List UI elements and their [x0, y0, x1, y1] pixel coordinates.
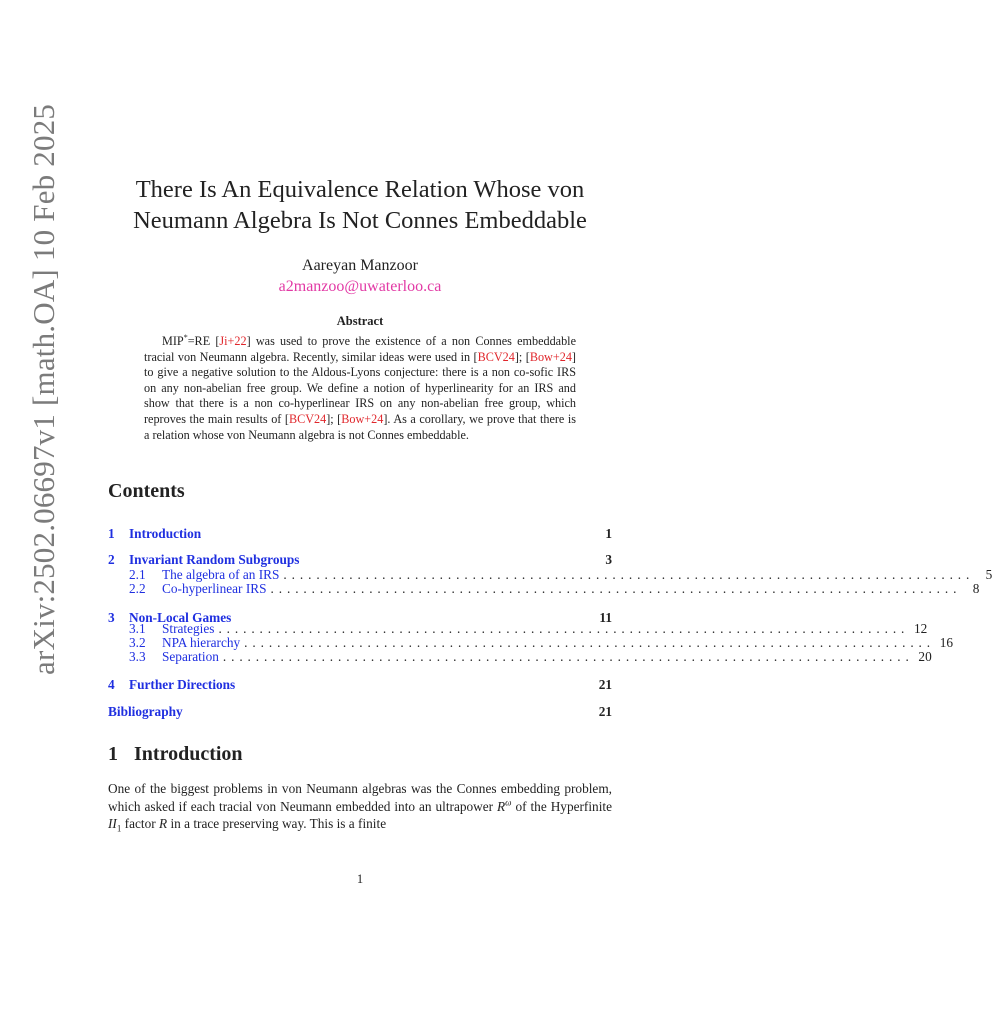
- abstract-fragment: ]; [: [326, 411, 342, 426]
- toc-entry-number: 1: [108, 526, 115, 541]
- toc-leader-dots: ....................................................................................: [283, 567, 975, 582]
- contents-heading: Contents: [108, 480, 185, 502]
- toc-entry-number: 2.2: [129, 581, 146, 596]
- toc-entry-page: 3: [605, 552, 612, 567]
- toc-entry-label[interactable]: Introduction: [129, 526, 202, 541]
- toc-entry-page: 21: [598, 704, 612, 719]
- toc-entry-number: 3.3: [129, 649, 146, 664]
- toc-entry-page: 20: [918, 649, 932, 664]
- page-number: 1: [356, 872, 364, 886]
- toc-entry-npa-hierarchy[interactable]: [108, 635, 954, 650]
- toc-entry-number: 3.2: [129, 635, 146, 650]
- abstract-fragment: =RE [: [187, 334, 220, 348]
- toc-entry-strategies[interactable]: [108, 621, 928, 636]
- toc-entry-page: 5: [985, 567, 992, 582]
- body-fragment: of the Hyperfinite: [511, 798, 612, 814]
- toc-entry-label[interactable]: Non-Local Games: [129, 610, 232, 625]
- toc-entry-introduction[interactable]: [108, 526, 612, 541]
- abstract-fragment: ] was used to prove the existence of a non Connes embeddable tracial von Neumann algebra. Recently, similar ideas were used in [: [144, 334, 576, 364]
- paper-title: There Is An Equivalence Relation Whose von Neumann Algebra Is Not Connes Embeddable: [133, 176, 587, 234]
- section-title: Introduction: [134, 743, 243, 765]
- toc-entry-further-directions[interactable]: [108, 677, 612, 692]
- section-heading-introduction: [108, 743, 243, 766]
- abstract-fragment: ] to give a negative solution to the Aldous-Lyons conjecture: there is a non co-sofic IRS on any non-abelian free group. We define a notion of hyperlinearity for an IRS and show that there is a non co-hyperlinear IRS on any non-abelian free group, which reproves the main results of [: [144, 349, 576, 426]
- citation-link-bcv24[interactable]: BCV24: [477, 349, 515, 364]
- math-superscript: ω: [505, 797, 512, 808]
- citation-link-bow24[interactable]: Bow+24: [341, 411, 384, 426]
- abstract-heading: Abstract: [336, 314, 384, 328]
- toc-entry-co-hyperlinear-irs[interactable]: [108, 581, 980, 596]
- body-fragment: factor: [121, 816, 160, 831]
- citation-link-bcv24[interactable]: BCV24: [288, 411, 327, 426]
- toc-entry-page: 12: [913, 621, 928, 636]
- toc-entry-page: 21: [598, 677, 612, 692]
- author-name: Aareyan Manzoor: [302, 257, 418, 274]
- toc-entry-invariant-random-subgroups[interactable]: [108, 552, 612, 567]
- toc-entry-label[interactable]: Strategies: [162, 621, 215, 636]
- citation-link-bow24[interactable]: Bow+24: [529, 349, 572, 364]
- toc-leader-dots: ....................................................................................: [218, 621, 910, 636]
- toc-entry-label[interactable]: Co-hyperlinear IRS: [162, 581, 267, 596]
- toc-entry-label[interactable]: The algebra of an IRS: [162, 567, 280, 582]
- section-number: 1: [108, 743, 118, 765]
- toc-leader-dots: ....................................................................................: [244, 635, 936, 650]
- toc-entry-label[interactable]: Separation: [162, 649, 219, 664]
- citation-link-ji22[interactable]: Ji+22: [219, 334, 247, 348]
- math-subscript: 1: [116, 823, 122, 834]
- toc-entry-page: 1: [605, 526, 612, 541]
- arxiv-stamp: arXiv:2502.06697v1 [math.OA] 10 Feb 2025: [26, 103, 61, 675]
- abstract-fragment: ]. As a corollary, we prove that there is a relation whose von Neumann algebra is not Connes embeddable.: [144, 411, 576, 442]
- introduction-paragraph: [108, 780, 612, 838]
- toc-entry-number: 3.1: [129, 621, 146, 636]
- toc-leader-dots: ....................................................................................: [270, 581, 962, 596]
- toc-entry-number: 3: [108, 610, 115, 625]
- toc-entry-label[interactable]: Further Directions: [129, 677, 236, 692]
- math-symbol: R: [497, 798, 506, 814]
- toc-leader-dots: ....................................................................................: [222, 649, 914, 664]
- toc-entry-number: 2.1: [129, 567, 146, 582]
- body-fragment: One of the biggest problems in von Neumann algebras was the Connes embedding problem, which asked if each tracial von Neumann embedded into an ultrapower: [108, 781, 612, 814]
- toc-entry-label[interactable]: Bibliography: [108, 704, 183, 719]
- toc-entry-page: 16: [939, 635, 954, 650]
- math-symbol: II: [108, 816, 117, 831]
- author-email-link[interactable]: a2manzoo@uwaterloo.ca: [278, 278, 442, 295]
- abstract-fragment: MIP: [162, 334, 184, 348]
- math-symbol: R: [159, 816, 168, 831]
- toc-entry-number: 2: [108, 552, 115, 567]
- abstract-fragment: ]; [: [514, 349, 530, 364]
- toc-entry-label[interactable]: NPA hierarchy: [162, 635, 241, 650]
- toc-entry-number: 4: [108, 677, 115, 692]
- toc-entry-page: 8: [972, 581, 980, 596]
- toc-entry-separation[interactable]: [108, 649, 932, 664]
- toc-entry-page: 11: [599, 610, 612, 625]
- toc-entry-algebra-of-irs[interactable]: [108, 567, 992, 582]
- abstract-superscript: *: [183, 332, 188, 342]
- toc-entry-bibliography[interactable]: [108, 704, 612, 719]
- body-fragment: in a trace preserving way. This is a finite: [167, 816, 387, 831]
- abstract-text: [144, 334, 576, 443]
- toc-entry-label[interactable]: Invariant Random Subgroups: [129, 552, 300, 567]
